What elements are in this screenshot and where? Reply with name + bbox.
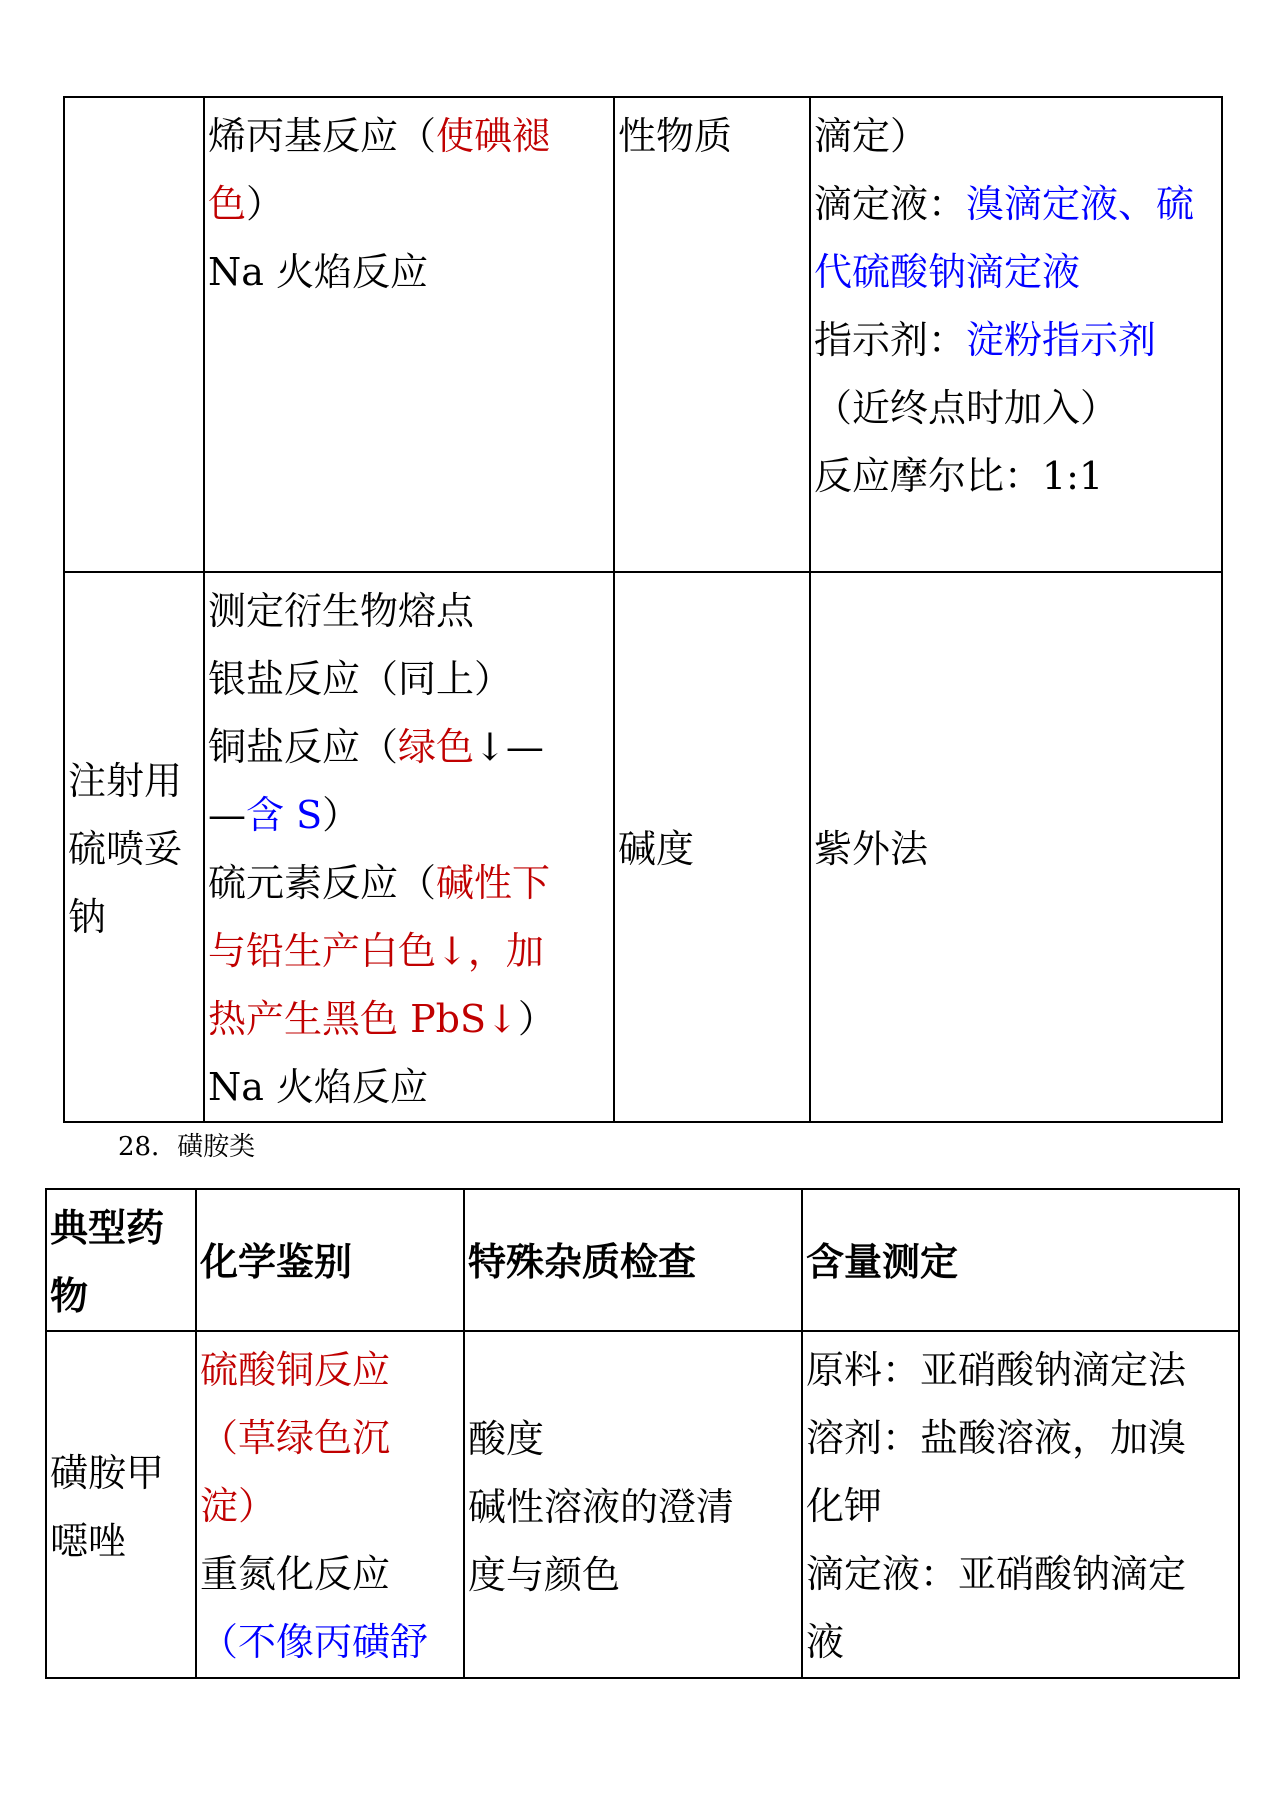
cell-line bbox=[68, 883, 200, 951]
cell-line bbox=[208, 1053, 610, 1121]
text-span: 代硫酸钠滴定液 bbox=[814, 250, 1081, 294]
text-span: （近终点时加入） bbox=[814, 386, 1119, 430]
cell-line bbox=[208, 170, 610, 238]
text-span: 化钾 bbox=[806, 1484, 883, 1528]
text-span: 液 bbox=[806, 1620, 845, 1664]
identification-cell bbox=[204, 97, 614, 572]
drug-cell bbox=[46, 1331, 196, 1678]
text-span: 硫元素反应（ bbox=[208, 861, 437, 905]
text-span: 指示剂： bbox=[814, 318, 967, 362]
text-span: 注射用 bbox=[68, 759, 183, 803]
text-span: — bbox=[208, 793, 246, 837]
text-span: 与铅生产白色↓，加 bbox=[208, 929, 544, 973]
text-span: ） bbox=[322, 793, 361, 837]
text-span: 滴定液：亚硝酸钠滴定 bbox=[806, 1552, 1187, 1596]
assay-cell bbox=[810, 97, 1222, 572]
text-span: 滴定液： bbox=[814, 182, 967, 226]
assay-cell bbox=[810, 572, 1222, 1122]
text-span: 噁唑 bbox=[50, 1518, 127, 1563]
text-span: 典型药 bbox=[50, 1205, 165, 1250]
text-span: 色 bbox=[208, 182, 247, 226]
cell-line bbox=[208, 577, 610, 645]
section-caption: 28．磺胺类 bbox=[118, 1132, 256, 1162]
cell-line bbox=[50, 1194, 192, 1262]
text-span: 滴定） bbox=[814, 114, 929, 158]
cell-line bbox=[208, 713, 610, 781]
drug-cell bbox=[64, 572, 204, 1122]
sulfonamide-table bbox=[45, 1188, 1240, 1679]
table-header-row bbox=[46, 1189, 1239, 1331]
cell-line bbox=[806, 1404, 1235, 1472]
text-span: 碱度 bbox=[618, 827, 695, 871]
cell-line bbox=[200, 1540, 460, 1608]
cell-line bbox=[200, 1228, 460, 1296]
cell-line bbox=[618, 102, 806, 170]
text-span: 钠 bbox=[68, 895, 107, 939]
text-span: ） bbox=[246, 182, 285, 226]
impurity-cell bbox=[464, 1331, 802, 1678]
cell-line bbox=[468, 1228, 798, 1296]
cell-line bbox=[806, 1336, 1235, 1404]
text-span: 物 bbox=[50, 1273, 89, 1318]
cell-line bbox=[208, 917, 610, 985]
cell-line bbox=[50, 1439, 192, 1507]
cell-line bbox=[814, 306, 1218, 374]
cell-line bbox=[814, 815, 1218, 883]
cell-line bbox=[208, 238, 610, 306]
text-span: 磺胺甲 bbox=[50, 1450, 165, 1495]
cell-line bbox=[68, 747, 200, 815]
cell-line bbox=[68, 815, 200, 883]
table-row bbox=[46, 1331, 1239, 1678]
impurity-cell bbox=[614, 97, 810, 572]
text-span: 性物质 bbox=[618, 114, 733, 158]
text-span: 淀） bbox=[200, 1484, 277, 1528]
text-span: 测定衍生物熔点 bbox=[208, 589, 475, 633]
text-span: 含 S bbox=[246, 793, 323, 837]
text-span: 反应摩尔比：1:1 bbox=[814, 454, 1104, 498]
cell-line bbox=[806, 1608, 1235, 1676]
text-span: 碱性下 bbox=[436, 861, 551, 905]
table-row bbox=[64, 572, 1222, 1122]
cell-line bbox=[208, 781, 610, 849]
text-span: ） bbox=[517, 997, 556, 1041]
text-span: ↓— bbox=[474, 725, 544, 769]
cell-line bbox=[200, 1472, 460, 1540]
text-span: Na 火焰反应 bbox=[208, 1065, 428, 1109]
text-span: 硫喷妥 bbox=[68, 827, 183, 871]
text-span: 紫外法 bbox=[814, 827, 929, 871]
identification-cell bbox=[196, 1331, 464, 1678]
text-span: 化学鉴别 bbox=[200, 1239, 353, 1284]
cell-line bbox=[200, 1404, 460, 1472]
header-assay bbox=[802, 1189, 1239, 1331]
identification-cell bbox=[204, 572, 614, 1122]
text-span: Na 火焰反应 bbox=[208, 250, 428, 294]
drug-cell bbox=[64, 97, 204, 572]
cell-line bbox=[806, 1540, 1235, 1608]
text-span: 淀粉指示剂 bbox=[966, 318, 1157, 362]
assay-cell bbox=[802, 1331, 1239, 1678]
cell-line bbox=[806, 1228, 1235, 1296]
text-span: 特殊杂质检查 bbox=[468, 1239, 697, 1284]
cell-line bbox=[814, 442, 1218, 510]
cell-line bbox=[50, 1262, 192, 1330]
cell-line bbox=[50, 1507, 192, 1575]
impurity-cell bbox=[614, 572, 810, 1122]
text-span: 银盐反应（同上） bbox=[208, 657, 513, 701]
text-span: 铜盐反应（ bbox=[208, 725, 399, 769]
table-continued bbox=[63, 96, 1223, 1123]
header-impurity bbox=[464, 1189, 802, 1331]
cell-line bbox=[468, 1473, 798, 1541]
text-span: （不像丙磺舒 bbox=[200, 1620, 429, 1664]
cell-line bbox=[618, 815, 806, 883]
cell-line bbox=[814, 170, 1218, 238]
cell-line bbox=[200, 1608, 460, 1676]
text-span: 溴滴定液、硫 bbox=[966, 182, 1195, 226]
text-span: 溶剂：盐酸溶液，加溴 bbox=[806, 1416, 1187, 1460]
cell-line bbox=[208, 102, 610, 170]
text-span: 酸度 bbox=[468, 1416, 545, 1461]
text-span: 碱性溶液的澄清 bbox=[468, 1484, 735, 1529]
cell-line bbox=[814, 374, 1218, 442]
cell-line bbox=[208, 849, 610, 917]
cell-line bbox=[468, 1405, 798, 1473]
cell-line bbox=[814, 238, 1218, 306]
text-span: 绿色 bbox=[398, 725, 475, 769]
cell-line bbox=[468, 1541, 798, 1609]
cell-line bbox=[806, 1472, 1235, 1540]
cell-line bbox=[814, 102, 1218, 170]
text-span: 含量测定 bbox=[806, 1239, 959, 1284]
text-span: 使碘褪 bbox=[436, 114, 551, 158]
text-span: 烯丙基反应（ bbox=[208, 114, 437, 158]
header-drug bbox=[46, 1189, 196, 1331]
cell-line bbox=[208, 645, 610, 713]
text-span: （草绿色沉 bbox=[200, 1416, 391, 1460]
cell-line bbox=[208, 985, 610, 1053]
text-span: 原料：亚硝酸钠滴定法 bbox=[806, 1348, 1187, 1392]
text-span: 硫酸铜反应 bbox=[200, 1348, 391, 1392]
cell-line bbox=[200, 1336, 460, 1404]
text-span: 重氮化反应 bbox=[200, 1552, 391, 1596]
header-identification bbox=[196, 1189, 464, 1331]
table-row bbox=[64, 97, 1222, 572]
text-span: 热产生黑色 PbS↓ bbox=[208, 997, 518, 1041]
text-span: 度与颜色 bbox=[468, 1552, 621, 1597]
